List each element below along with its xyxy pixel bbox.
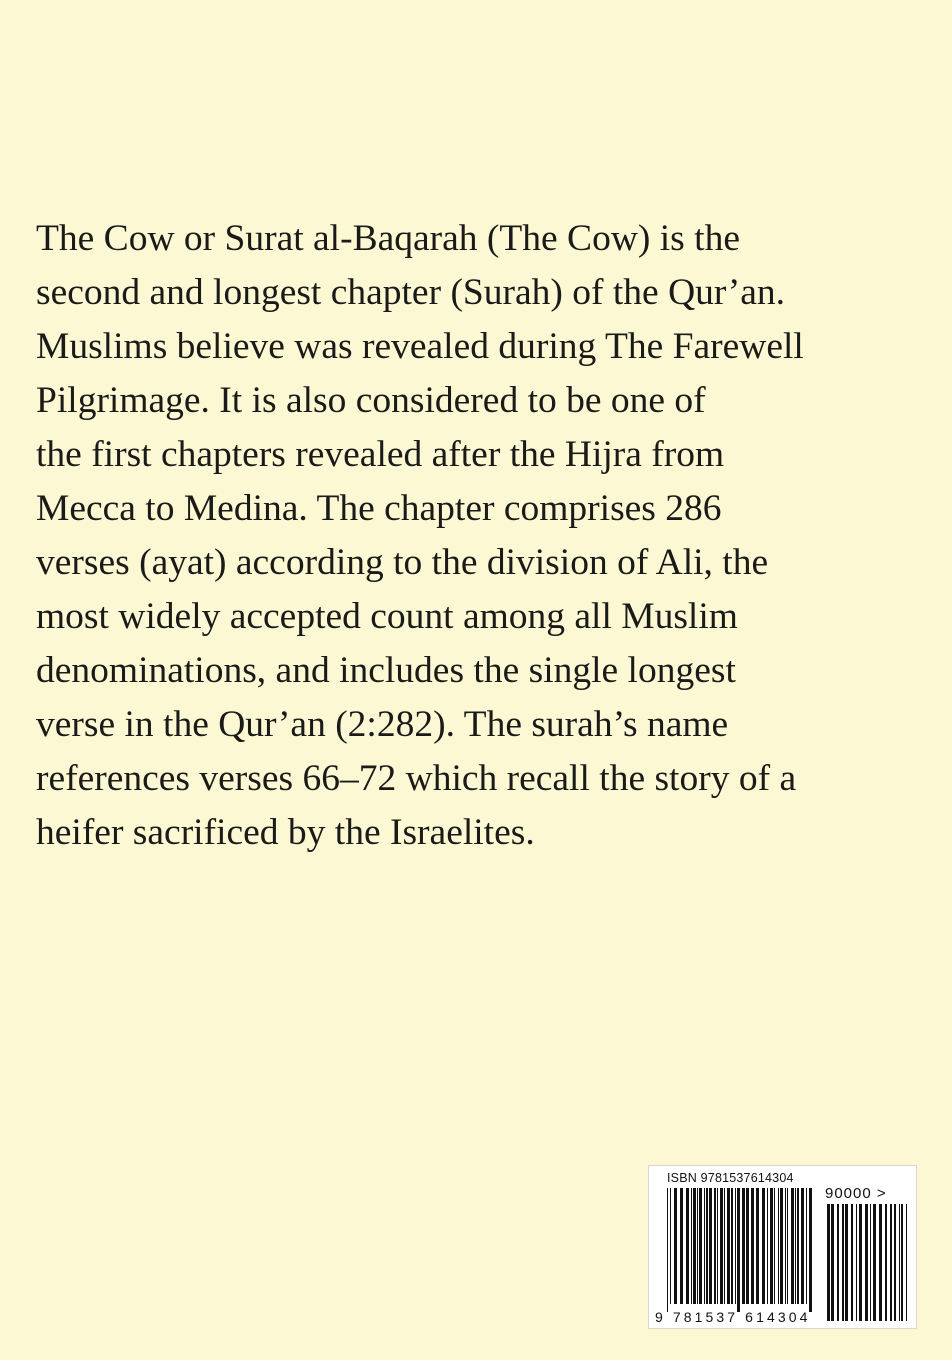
description-line: the first chapters revealed after the Hijra from [36,434,725,475]
description-line: Pilgrimage. It is also considered to be one of [36,380,706,421]
barcode-bar [899,1204,900,1321]
barcode-bar [851,1204,853,1321]
barcode-bar [770,1188,773,1304]
barcode-digits: 9 781537 614304 [655,1309,811,1325]
barcode-bar [842,1204,844,1321]
barcode-bar [691,1188,692,1304]
barcode-bar [762,1188,765,1304]
barcode-bar [879,1204,882,1321]
description-line: most widely accepted count among all Muslim [36,596,738,637]
barcode-bar [746,1188,749,1304]
barcode-bar [704,1188,705,1304]
barcode-bar [827,1204,830,1321]
barcode-bar [873,1204,876,1321]
barcode-bar [859,1204,862,1321]
description-line: The Cow or Surat al-Baqarah (The Cow) is the [36,218,740,259]
isbn-barcode-panel [648,1165,917,1329]
description-line: second and longest chapter (Surah) of the Qur’an. [36,272,786,313]
barcode-bar [706,1188,708,1304]
price-addon-bars [827,1204,907,1321]
barcode-bar [717,1188,718,1304]
barcode-bar [885,1204,887,1321]
barcode-bar [735,1188,736,1304]
barcode-bar [870,1204,871,1321]
description-line: verses (ayat) according to the division of Ali, the [36,542,769,583]
barcode-bar [780,1188,783,1304]
barcode-bar [693,1188,696,1304]
barcode-bar [720,1188,723,1304]
barcode-bar [756,1188,759,1304]
barcode-bar [785,1188,786,1304]
barcode-bar [806,1188,807,1304]
barcode-bar [751,1188,754,1304]
barcode-bar [890,1204,892,1321]
description-line: Muslims believe was revealed during The Farewell [36,326,804,367]
barcode-bar [809,1188,812,1312]
description-line: references verses 66–72 which recall the story of a [36,758,797,799]
barcode-bar [801,1188,804,1304]
barcode-bar [837,1204,839,1321]
barcode-bar [767,1188,768,1304]
barcode-bar [742,1188,745,1304]
barcode-bar [670,1188,671,1304]
barcode-bar [906,1204,907,1321]
barcode-bar [699,1188,702,1304]
barcode-bar [901,1204,903,1321]
barcode-bar [774,1188,775,1304]
barcode-bar [831,1204,834,1321]
description-line: Mecca to Medina. The chapter comprises 286 [36,488,722,529]
barcode-bar [727,1188,730,1304]
description-line: verse in the Qur’an (2:282). The surah’s name [36,704,729,745]
barcode-bar [787,1188,788,1304]
barcode-bar [778,1188,779,1304]
price-code-label: 90000 > [825,1185,887,1202]
barcode-bar [686,1188,689,1304]
barcode-bar [674,1188,677,1304]
isbn-label: ISBN 9781537614304 [667,1171,794,1185]
barcode-bar [697,1188,698,1304]
barcode-bar [737,1188,740,1312]
ean13-bars [667,1188,812,1312]
barcode-bar [709,1188,712,1304]
barcode-bar [845,1204,848,1321]
barcode-bar [667,1188,668,1312]
barcode-bar [795,1188,796,1304]
barcode-bar [797,1188,799,1304]
description-line: denominations, and includes the single longest [36,650,736,691]
barcode-bar [680,1188,683,1304]
barcode-bar [714,1188,716,1304]
barcode-bar [791,1188,794,1304]
barcode-bar [856,1204,857,1321]
back-cover-description [36,212,926,860]
barcode-bar [894,1204,896,1321]
barcode-bar [731,1188,733,1304]
description-line: heifer sacrificed by the Israelites. [36,812,535,853]
barcode-bar [865,1204,868,1321]
barcode-bar [724,1188,725,1304]
